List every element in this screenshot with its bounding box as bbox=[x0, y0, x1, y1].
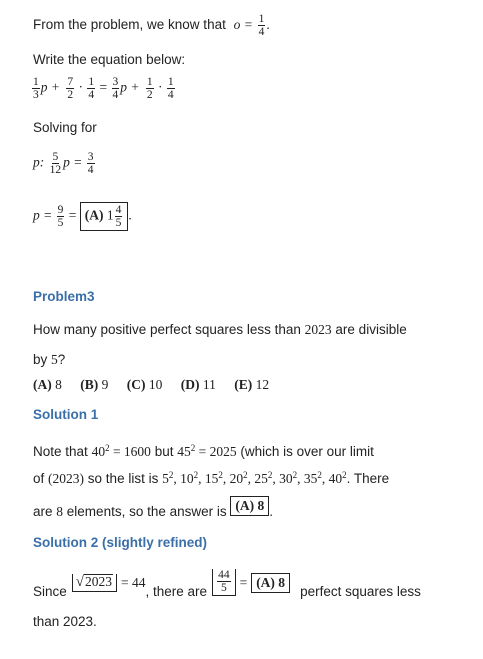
solution-1-line-1: Note that $40^2 = 1600$ but $45^2 = 2025$ (which is over our limit bbox=[33, 443, 374, 459]
intro-o-eq: o = bbox=[233, 17, 253, 33]
solution-1-line-3: are 8 elements, so the answer is (A) 8 . bbox=[33, 498, 274, 519]
answer-box-2: (A) 8 bbox=[230, 496, 269, 516]
intro-text: From the problem, we know that bbox=[33, 17, 226, 33]
floor-sqrt: √ 2023 bbox=[72, 574, 117, 592]
squares-list: $5^2$, $10^2$, $15^2$, $20^2$, $25^2$, $30^2$, $35^2$, $40^2$ bbox=[162, 470, 347, 486]
equation-1: $\frac{1}{3}$ p + $\frac{7}{2}$ · $\frac{1}{4}$ = $\frac{3}{4}$ p + $\frac{1}{2}$ · $\frac{1}{4}$ bbox=[33, 76, 174, 102]
answer-box-1: (A) 1 $\frac{4}{5}$ bbox=[80, 202, 129, 231]
intro-line: From the problem, we know that o = $\frac{1}{4}$ . bbox=[33, 13, 270, 39]
solving-text: Solving for bbox=[33, 120, 97, 135]
question-line-1: How many positive perfect squares less than 2023 are divisible bbox=[33, 322, 407, 337]
equation-2: p: $\frac{5}{12}$ p = $\frac{3}{4}$ bbox=[33, 151, 94, 177]
intro-fraction: $\frac{1}{4}$ bbox=[258, 13, 265, 39]
question-line-2: by 5? bbox=[33, 352, 66, 367]
write-equation-text: Write the equation below: bbox=[33, 52, 186, 67]
solution-2-line-1: Since √ 2023 = 44 , there are $\frac{44}{5}$ = (A) 8 perfect squares less bbox=[33, 569, 421, 600]
answer-choices: (A) 8 (B) 9 (C) 10 (D) 11 (E) 12 bbox=[33, 377, 270, 392]
problem-heading: Problem3 bbox=[33, 289, 95, 304]
solution-2-line-2: than 2023. bbox=[33, 614, 97, 629]
solution-2-heading: Solution 2 (slightly refined) bbox=[33, 535, 208, 550]
equation-3: p = $\frac{9}{5}$ = (A) 1 $\frac{4}{5}$ . bbox=[33, 202, 132, 231]
solution-1-heading: Solution 1 bbox=[33, 407, 99, 422]
answer-box-3: (A) 8 bbox=[251, 573, 290, 593]
floor-fraction: $\frac{44}{5}$ bbox=[212, 569, 236, 596]
solution-1-line-2: of (2023) so the list is $5^2$, $10^2$, $15^2$, $20^2$, $25^2$, $30^2$, $35^2$, $40^2$. There bbox=[33, 470, 390, 486]
